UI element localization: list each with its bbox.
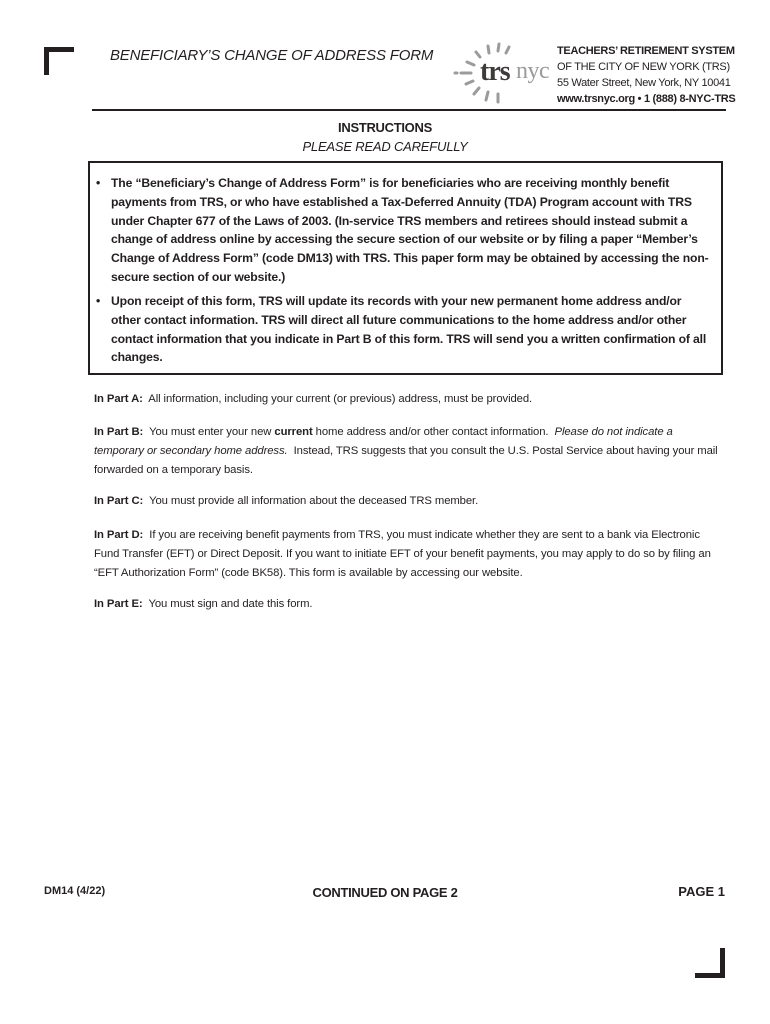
org-name-line2: OF THE CITY OF NEW YORK (TRS)	[557, 61, 730, 73]
form-title: BENEFICIARY’S CHANGE OF ADDRESS FORM	[110, 47, 434, 64]
header-divider	[92, 109, 726, 111]
part-d-instructions	[94, 526, 724, 583]
org-name: TEACHERS’ RETIREMENT SYSTEM	[557, 45, 735, 57]
part-b-text-2: home address and/or other contact information.	[315, 426, 549, 438]
part-e-instructions	[94, 595, 724, 614]
form-code: DM14 (4/22)	[44, 885, 106, 897]
part-b-label: In Part B:	[94, 426, 144, 438]
part-b-emphasis: current	[274, 426, 313, 438]
corner-mark-top-left	[44, 47, 74, 75]
logo-nyc-text: nyc	[516, 58, 550, 84]
corner-mark-bottom-right	[695, 948, 725, 978]
org-street-address: 55 Water Street, New York, NY 10041	[557, 77, 731, 89]
trs-nyc-logo	[452, 42, 558, 106]
instructions-subheading: PLEASE READ CAREFULLY	[302, 139, 468, 154]
instructions-heading: INSTRUCTIONS	[338, 120, 432, 135]
part-b-text-3: Instead, TRS suggests that you consult the U.S. Postal Service about having your mail forwarded on a temporary basis.	[94, 445, 718, 476]
bullet-icon: •	[96, 294, 101, 308]
part-a-text: All information, including your current (or previous) address, must be provided.	[148, 393, 533, 405]
part-a-label: In Part A:	[94, 393, 143, 405]
part-a-instructions	[94, 390, 724, 409]
org-web-phone: www.trsnyc.org • 1 (888) 8-NYC-TRS	[557, 93, 736, 105]
part-e-label: In Part E:	[94, 598, 143, 610]
part-d-text: If you are receiving benefit payments from TRS, you must indicate whether they are sent to a bank via Electronic Fund Transfer (EFT) or Direct Deposit. If you want to initiate EFT of your benefit payments, you may apply to do so by filing an “EFT Authorization Form” (code BK58). This form is available by accessing our website.	[94, 529, 711, 579]
part-c-text: You must provide all information about the deceased TRS member.	[149, 495, 479, 507]
bullet-icon: •	[96, 176, 101, 190]
page-number: PAGE 1	[678, 884, 725, 899]
organization-address	[557, 43, 735, 107]
part-b-instructions	[94, 423, 724, 480]
part-b-italic-note: Please do not indicate a temporary or secondary home address.	[94, 426, 673, 457]
continued-notice: CONTINUED ON PAGE 2	[312, 885, 458, 900]
part-c-label: In Part C:	[94, 495, 144, 507]
instruction-text: Upon receipt of this form, TRS will update its records with your new permanent home address and/or other contact information. TRS will direct all future communications to the home address and/or other contact information that you indicate in Part B of this form. TRS will send you a written confirmation of all changes.	[111, 294, 707, 365]
part-e-text: You must sign and date this form.	[148, 598, 313, 610]
instruction-text: The “Beneficiary’s Change of Address Form” is for beneficiaries who are receiving monthly benefit payments from TRS, or who have established a Tax-Deferred Annuity (TDA) Program account with TRS under Chapter 677 of the Laws of 2003. (In-service TRS members and retirees should instead submit a change of address online by accessing the secure section of our website or by filing a paper “Member’s Change of Address Form” (code DM13) with TRS. This paper form may be obtained by accessing the non-secure section of our website.)	[111, 176, 709, 284]
part-b-text-1: You must enter your new	[149, 426, 272, 438]
instructions-box	[88, 161, 723, 375]
logo-trs-text: trs	[480, 56, 510, 87]
part-c-instructions	[94, 492, 724, 511]
part-d-label: In Part D:	[94, 529, 144, 541]
